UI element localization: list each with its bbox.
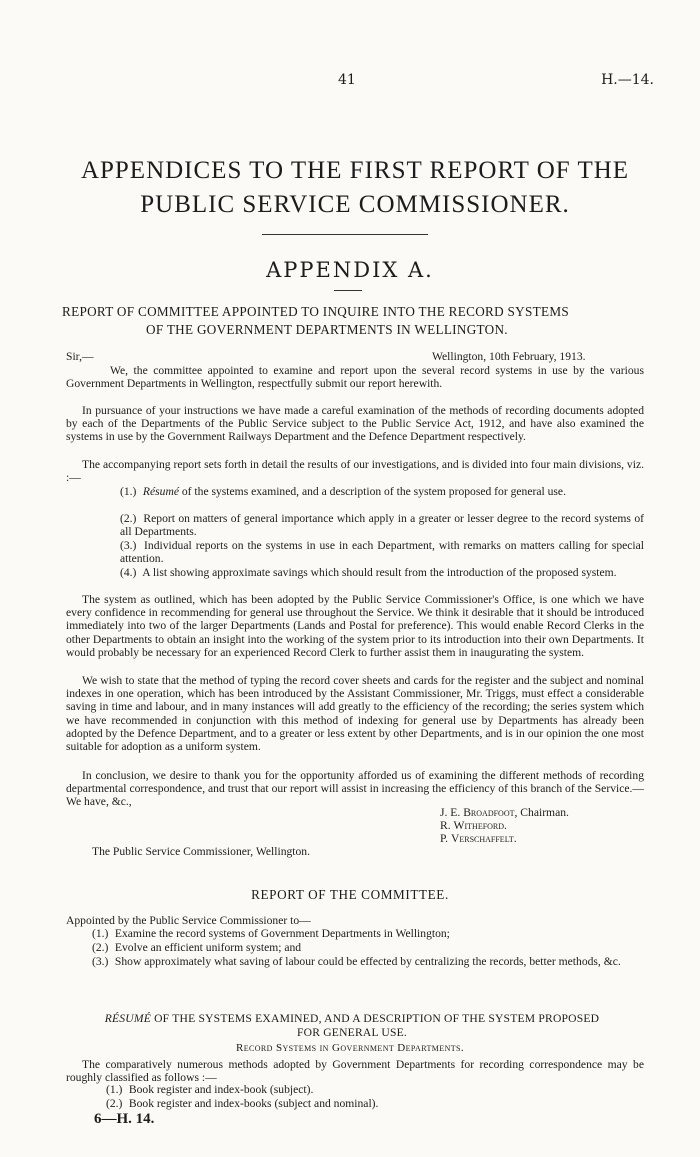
list-item <box>92 941 644 954</box>
committee-intro: Appointed by the Public Service Commissioner to— <box>66 914 311 927</box>
report-heading <box>62 303 642 339</box>
letter-date: Wellington, 10th February, 1913. <box>432 350 586 363</box>
parliament-reference: H.—14. <box>601 72 654 88</box>
main-title-line-2: PUBLIC SERVICE COMMISSIONER. <box>140 191 570 218</box>
main-title <box>60 154 650 222</box>
list-item-text: Report on matters of general importance which apply in a greater or lesser degree to the record systems of all Departments. <box>120 512 644 539</box>
page-number: 41 <box>338 72 356 88</box>
list-item <box>106 1083 644 1096</box>
list-item-number: (3.) <box>92 955 109 968</box>
list-item-text: Book register and index-books (subject and nominal). <box>128 1097 379 1110</box>
list-item-number: (2.) <box>92 941 109 954</box>
list-item-emphasis: Résumé <box>142 485 179 498</box>
list-item-number: (2.) <box>120 512 137 525</box>
report-heading-line-1: REPORT OF COMMITTEE APPOINTED TO INQUIRE INTO THE RECORD SYSTEMS <box>62 304 569 319</box>
letter-paragraph-2: In pursuance of your instructions we have made a careful examination of the methods of recording documents adopted by each of the Departments of the Public Service subject to the Public Service Act, 1912, and have also examined the systems in use by the Government Railways Department and the Defence Department respectively. <box>66 404 644 444</box>
list-item-text: Book register and index-book (subject). <box>128 1083 314 1096</box>
letter-paragraph-3: The accompanying report sets forth in detail the results of our investigations, and is divided into four main divisions, viz. :— <box>66 458 644 485</box>
report-heading-line-2: OF THE GOVERNMENT DEPARTMENTS IN WELLINGTON. <box>146 322 508 337</box>
record-systems-subheading: Record Systems in Government Departments. <box>235 1042 465 1054</box>
list-item-text: Individual reports on the systems in use in each Department, with remarks on matters calling for special attention. <box>120 539 644 566</box>
salutation: Sir,— <box>66 350 94 363</box>
list-item-text: Examine the record systems of Government Departments in Wellington; <box>114 927 450 940</box>
list-item-number: (1.) <box>92 927 109 940</box>
appendix-divider <box>334 290 362 291</box>
list-item <box>106 1097 644 1110</box>
list-item-number: (4.) <box>120 566 137 579</box>
signature-block <box>440 806 660 846</box>
addressee: The Public Service Commissioner, Wellington. <box>92 845 310 858</box>
resume-paragraph: The comparatively numerous methods adopted by Government Departments for recording correspondence may be roughly classified as follows :— <box>66 1058 644 1085</box>
signatory: R. Witheford. <box>440 819 507 833</box>
list-item-text: of the systems examined, and a description of the system proposed for general use. <box>178 485 566 498</box>
appendix-heading: APPENDIX A. <box>266 258 434 282</box>
list-item <box>92 955 644 968</box>
list-item-number: (3.) <box>120 539 137 552</box>
letter-paragraph-5: We wish to state that the method of typing the record cover sheets and cards for the register and the subject and nominal indexes in one operation, which has been introduced by the Assistant Commissioner, Mr. Triggs, must effect a considerable saving in time and labour, and in many instances will add greatly to the efficiency of the recording; the series system which we have recommended in conjunction with this method of indexing for general use by Departments has already been adopted by the Defence Department, and to a greater or less extent by other Departments, and is in our opinion the one most suitable for adoption as a uniform system. <box>66 674 644 754</box>
list-item-number: (1.) <box>120 485 137 498</box>
list-item-number: (2.) <box>106 1097 123 1110</box>
list-item-text: A list showing approximate savings which should result from the introduction of the proposed system. <box>142 566 617 579</box>
list-item <box>92 927 644 940</box>
list-item <box>120 539 644 565</box>
signatory: P. Verschaffelt. <box>440 832 517 846</box>
signatory: J. E. Broadfoot, Chairman. <box>440 806 569 819</box>
list-item-number: (1.) <box>106 1083 123 1096</box>
letter-paragraph-1: We, the committee appointed to examine and report upon the several record systems in use by the various Government Departments in Wellington, respectfully submit our report herewith. <box>66 364 644 391</box>
list-item-text: Show approximately what saving of labour could be effected by centralizing the records, better methods, &c. <box>114 955 621 968</box>
committee-heading: REPORT OF THE COMMITTEE. <box>251 887 449 902</box>
main-title-line-1: APPENDICES TO THE FIRST REPORT OF THE <box>80 157 630 184</box>
list-item <box>120 566 644 579</box>
resume-heading: RÉSUMÉ OF THE SYSTEMS EXAMINED, AND A DESCRIPTION OF THE SYSTEM PROPOSED FOR GENERAL USE. <box>104 1012 600 1039</box>
list-item <box>120 485 644 498</box>
signature-mark: 6—H. 14. <box>94 1111 155 1127</box>
list-item <box>120 512 644 538</box>
resume-heading-emphasis: RÉSUMÉ <box>104 1012 152 1025</box>
list-item-text: Evolve an efficient uniform system; and <box>114 941 302 954</box>
letter-paragraph-6: In conclusion, we desire to thank you for the opportunity afforded us of examining the different methods of recording departmental correspondence, and trust that our report will assist in increasing the efficiency of this branch of the Service.—We have, &c., <box>66 769 644 809</box>
letter-paragraph-4: The system as outlined, which has been adopted by the Public Service Commissioner's Office, is one which we have every confidence in recommending for general use throughout the Service. We think it desirable that it should be introduced immediately into two of the larger Departments (Lands and Postal for preference). This would enable Record Clerks in the other Departments to obtain an insight into the working of the system prior to its introduction into their own Departments. It would probably be necessary for an experienced Record Clerk to further assist them in inaugurating the system. <box>66 593 644 659</box>
title-divider <box>262 234 428 235</box>
